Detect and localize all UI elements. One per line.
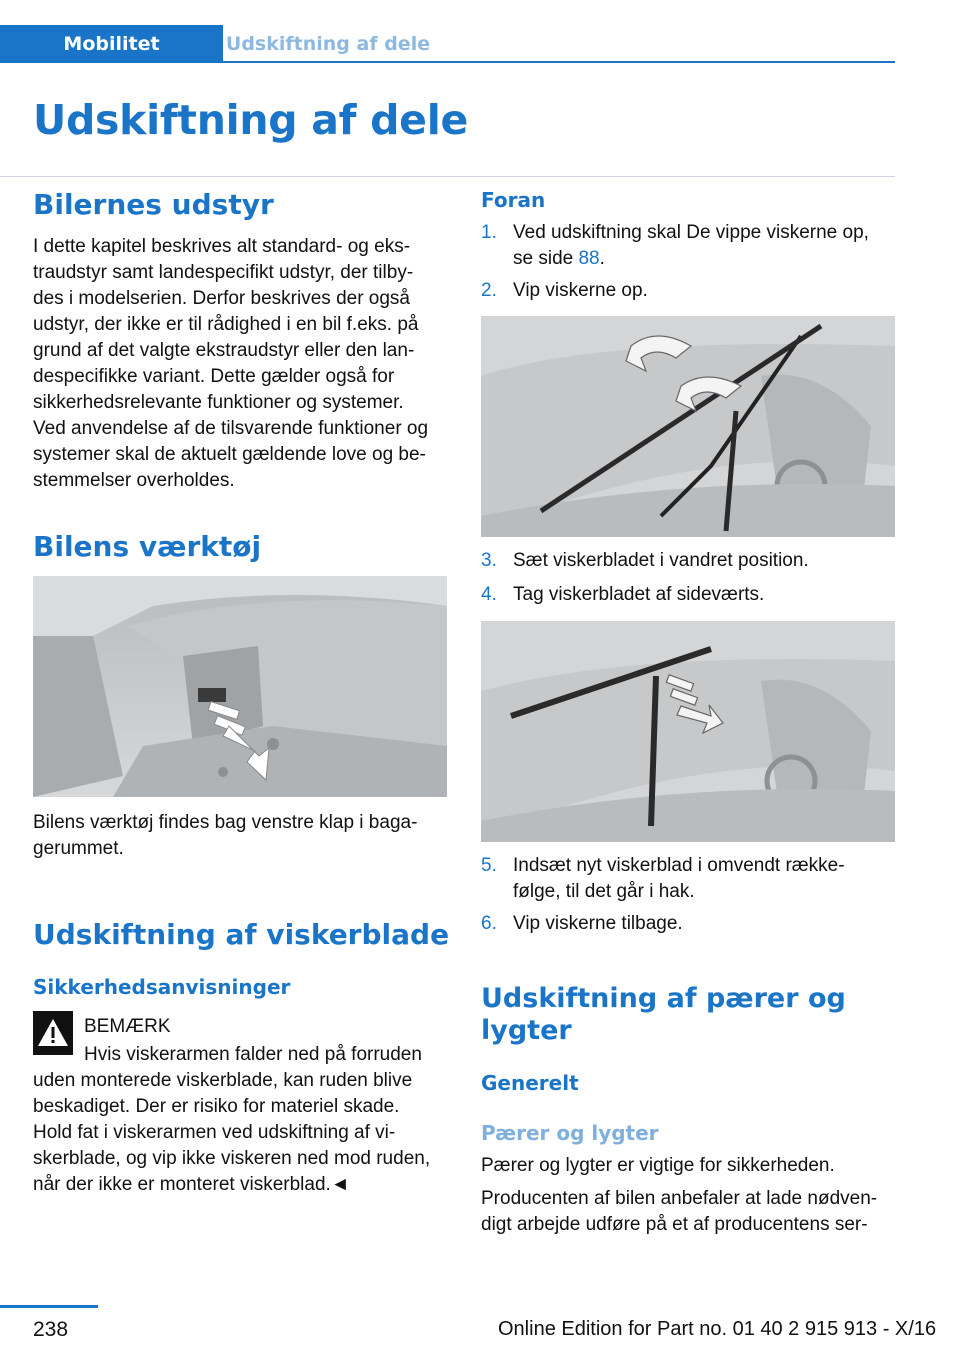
step-text: . [599, 248, 605, 269]
text-line: stemmelser overholdes. [33, 470, 235, 491]
page-link[interactable]: 88 [578, 248, 600, 269]
footer-rule [0, 1305, 98, 1308]
step-number: 4. [481, 584, 497, 605]
notice-line: Hold fat i viskerarmen ved udskiftning af vi- [33, 1122, 396, 1143]
heading-tools: Bilens værktøj [33, 530, 262, 563]
step-text: Vip viskerne op. [513, 280, 648, 301]
step-number: 3. [481, 550, 497, 571]
heading-safety: Sikkerhedsanvisninger [33, 975, 291, 999]
text-line: I dette kapitel beskrives alt standard- og eks- [33, 236, 411, 257]
text-line: Bilens værktøj findes bag venstre klap i baga- [33, 812, 418, 833]
notice-line: Hvis viskerarmen falder ned på forruden [84, 1044, 422, 1065]
step-text: Indsæt nyt viskerblad i omvendt række- [513, 855, 845, 876]
text-line: traudstyr samt landespecifikt udstyr, der tilby- [33, 262, 414, 283]
page-number: 238 [33, 1318, 69, 1341]
step-text: Vip viskerne tilbage. [513, 913, 683, 934]
trunk-toolkit-photo [33, 576, 447, 797]
header-rule [223, 61, 895, 63]
step-number: 6. [481, 913, 497, 934]
heading-line: Udskiftning af pærer og [481, 983, 846, 1014]
wipers-up-photo [481, 316, 895, 537]
notice-paragraph [33, 1068, 458, 1198]
wiper-blade-sideways-photo [481, 621, 895, 842]
text-line: digt arbejde udføre på et af producentens ser- [481, 1214, 868, 1235]
header-tab-page[interactable]: Udskiftning af dele [225, 33, 431, 55]
text-line: grund af det valgte ekstraudstyr eller den lan- [33, 340, 415, 361]
text-line: despecifikke variant. Dette gælder også for [33, 366, 395, 387]
heading-wiper: Udskiftning af viskerblade [33, 918, 450, 951]
header-tab-section[interactable]: Mobilitet [0, 25, 223, 63]
tools-paragraph [33, 810, 453, 862]
heading-bulbs-lights: Pærer og lygter [481, 1121, 659, 1145]
heading-equipment: Bilernes udstyr [33, 188, 274, 221]
notice-line: skerblade, og vip ikke viskeren ned mod ruden, [33, 1148, 431, 1169]
text-line: udstyr, der ikke er til rådighed i en bil f.eks. på [33, 314, 419, 335]
equipment-paragraph [33, 234, 453, 494]
footer-edition: Online Edition for Part no. 01 40 2 915 913 - X/16 [498, 1318, 937, 1340]
title-divider [0, 176, 895, 177]
step-number: 5. [481, 855, 497, 876]
step-text: Ved udskiftning skal De vippe viskerne op, [513, 222, 869, 243]
text-line: Producenten af bilen anbefaler at lade nødven- [481, 1188, 878, 1209]
text-line: Ved anvendelse af de tilsvarende funktioner og [33, 418, 429, 439]
text-line: gerummet. [33, 838, 124, 859]
step-number: 2. [481, 280, 497, 301]
step-text: Sæt viskerbladet i vandret position. [513, 550, 809, 571]
step-text: Tag viskerbladet af sideværts. [513, 584, 765, 605]
heading-bulbs [481, 983, 901, 1047]
notice-line: når der ikke er monteret viskerblad.◄ [33, 1174, 350, 1195]
notice-title: BEMÆRK [84, 1016, 171, 1037]
heading-front: Foran [481, 188, 546, 212]
bulbs-paragraph-1: Pærer og lygter er vigtige for sikkerheden. [481, 1155, 835, 1176]
step-number: 1. [481, 222, 497, 243]
notice-line: uden monterede viskerblade, kan ruden blive [33, 1070, 413, 1091]
page-title: Udskiftning af dele [33, 96, 468, 144]
warning-icon [33, 1011, 73, 1055]
text-line: des i modelserien. Derfor beskrives der også [33, 288, 411, 309]
heading-line: lygter [481, 1015, 572, 1046]
step-text: følge, til det går i hak. [513, 881, 695, 902]
text-line: sikkerhedsrelevante funktioner og systemer. [33, 392, 404, 413]
heading-general: Generelt [481, 1071, 579, 1095]
step-text: se side [513, 248, 579, 269]
text-line: systemer skal de aktuelt gældende love og be- [33, 444, 426, 465]
bulbs-paragraph-2 [481, 1186, 901, 1238]
notice-line: beskadiget. Der er risiko for materiel skade. [33, 1096, 400, 1117]
